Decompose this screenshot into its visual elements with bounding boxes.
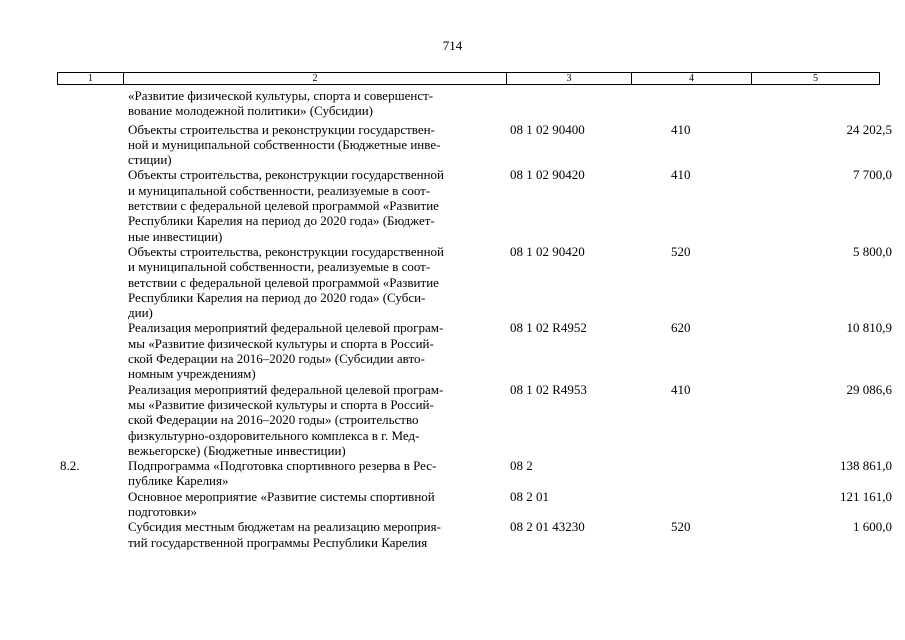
description-line: подготовки» bbox=[128, 504, 197, 520]
description-line: мы «Развитие физической культуры и спорта в Россий- bbox=[128, 335, 434, 351]
row-code: 08 1 02 90420 bbox=[510, 243, 585, 259]
row-expense-type: 410 bbox=[671, 121, 691, 137]
row-description bbox=[128, 88, 502, 119]
row-amount: 138 861,0 bbox=[840, 458, 892, 474]
description-line: физкультурно-оздоровительного комплекса в г. Мед- bbox=[128, 427, 420, 443]
row-expense-type bbox=[630, 458, 737, 489]
header-col-5: 5 bbox=[813, 73, 818, 84]
row-description bbox=[128, 489, 502, 520]
description-line: Объекты строительства, реконструкции государственной bbox=[128, 243, 445, 259]
description-line: «Развитие физической культуры, спорта и совершенст- bbox=[128, 88, 434, 103]
row-code: 08 2 01 43230 bbox=[510, 519, 585, 535]
header-col-2: 2 bbox=[124, 73, 507, 84]
table-row bbox=[0, 320, 905, 381]
row-number bbox=[0, 519, 128, 550]
description-line: ветствии с федеральной целевой программой «Развитие bbox=[128, 198, 439, 214]
table-row bbox=[0, 382, 905, 458]
row-description bbox=[128, 320, 502, 381]
row-amount: 24 202,5 bbox=[846, 121, 892, 137]
row-number bbox=[0, 244, 128, 320]
row-code: 08 2 01 bbox=[510, 488, 549, 504]
row-description bbox=[128, 122, 502, 168]
description-line: ной и муниципальной собственности (Бюджетные инве- bbox=[128, 136, 441, 152]
row-code bbox=[502, 88, 630, 119]
row-expense-type: 520 bbox=[671, 243, 691, 259]
description-line: дии) bbox=[128, 305, 153, 321]
description-line: Республики Карелия на период до 2020 года» (Бюджет- bbox=[128, 213, 435, 229]
description-line: ветствии с федеральной целевой программой «Развитие bbox=[128, 274, 439, 290]
description-line: мы «Развитие физической культуры и спорта в Россий- bbox=[128, 396, 434, 412]
row-number bbox=[0, 489, 128, 520]
table-body bbox=[0, 88, 905, 550]
row-amount: 10 810,9 bbox=[846, 320, 892, 336]
row-number bbox=[0, 167, 128, 243]
page-number: 714 bbox=[442, 38, 463, 53]
table-row bbox=[0, 519, 905, 550]
row-expense-type: 410 bbox=[671, 381, 691, 397]
row-number bbox=[0, 320, 128, 381]
row-number bbox=[0, 88, 128, 119]
description-line: Реализация мероприятий федеральной целевой програм- bbox=[128, 381, 444, 397]
row-description bbox=[128, 519, 502, 550]
description-line: вежьегорске) (Бюджетные инвестиции) bbox=[128, 442, 346, 458]
table-row bbox=[0, 122, 905, 168]
row-expense-type: 410 bbox=[671, 167, 691, 183]
row-code: 08 1 02 90400 bbox=[510, 121, 585, 137]
row-description bbox=[128, 458, 502, 489]
row-code: 08 1 02 90420 bbox=[510, 167, 585, 183]
description-line: Субсидия местным бюджетам на реализацию мероприя- bbox=[128, 519, 441, 535]
row-code: 08 1 02 R4952 bbox=[510, 320, 587, 336]
table-row bbox=[0, 88, 905, 119]
row-number bbox=[0, 382, 128, 458]
header-col-3: 3 bbox=[507, 73, 632, 84]
table-header bbox=[57, 72, 880, 85]
row-number: 8.2. bbox=[60, 458, 80, 474]
description-line: Основное мероприятие «Развитие системы спортивной bbox=[128, 488, 435, 504]
row-number bbox=[0, 122, 128, 168]
description-line: Реализация мероприятий федеральной целевой програм- bbox=[128, 320, 444, 336]
description-line: Республики Карелия на период до 2020 года» (Субси- bbox=[128, 289, 426, 305]
description-line: и муниципальной собственности, реализуемые в соот- bbox=[128, 259, 431, 275]
row-expense-type: 520 bbox=[671, 519, 691, 535]
description-line: Объекты строительства и реконструкции государствен- bbox=[128, 121, 435, 137]
row-amount bbox=[737, 88, 892, 119]
description-line: ской Федерации на 2016–2020 годы» (строительство bbox=[128, 412, 419, 428]
row-expense-type bbox=[630, 489, 737, 520]
header-col-1: 1 bbox=[58, 73, 124, 84]
row-amount: 29 086,6 bbox=[846, 381, 892, 397]
row-code: 08 1 02 R4953 bbox=[510, 381, 587, 397]
description-line: публике Карелия» bbox=[128, 473, 229, 489]
description-line: стиции) bbox=[128, 152, 172, 168]
description-line: Подпрограмма «Подготовка спортивного резерва в Рес- bbox=[128, 458, 437, 474]
description-line: ской Федерации на 2016–2020 годы» (Субсидии авто- bbox=[128, 351, 425, 367]
table-row bbox=[0, 458, 905, 489]
description-line: номным учреждениям) bbox=[128, 366, 256, 382]
description-line: Объекты строительства, реконструкции государственной bbox=[128, 167, 445, 183]
description-line: вование молодежной политики» (Субсидии) bbox=[128, 103, 374, 119]
row-description bbox=[128, 382, 502, 458]
row-amount: 5 800,0 bbox=[853, 243, 892, 259]
table-row bbox=[0, 167, 905, 243]
row-description bbox=[128, 167, 502, 243]
row-amount: 121 161,0 bbox=[840, 488, 892, 504]
row-expense-type: 620 bbox=[671, 320, 691, 336]
row-description bbox=[128, 244, 502, 320]
row-code: 08 2 bbox=[510, 458, 533, 474]
table-row bbox=[0, 244, 905, 320]
description-line: и муниципальной собственности, реализуемые в соот- bbox=[128, 182, 431, 198]
description-line: ные инвестиции) bbox=[128, 228, 223, 244]
row-amount: 1 600,0 bbox=[853, 519, 892, 535]
header-col-4: 4 bbox=[632, 73, 752, 84]
description-line: тий государственной программы Республики Карелия bbox=[128, 534, 428, 550]
row-expense-type bbox=[630, 88, 737, 119]
row-amount: 7 700,0 bbox=[853, 167, 892, 183]
table-row bbox=[0, 489, 905, 520]
